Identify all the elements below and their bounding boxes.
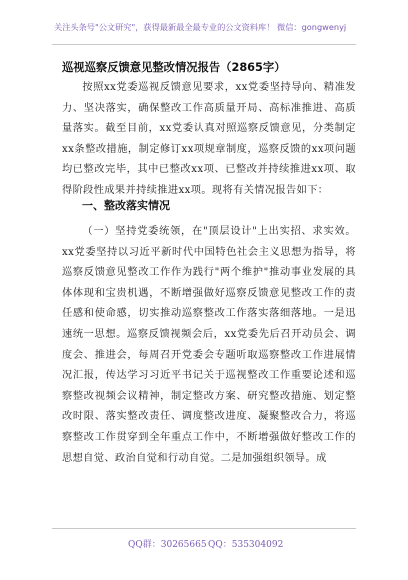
header-promo-note: 关注头条号"公文研究"，获得最新最全最专业的公文资料库！ 微信：gongwenyj bbox=[54, 22, 347, 32]
section-heading-1: 一、整改落实情况 bbox=[82, 199, 170, 212]
page-header bbox=[52, 4, 356, 45]
footer-qq-group: QQ群：30265665 bbox=[128, 540, 207, 550]
page-footer bbox=[52, 528, 356, 529]
document-title: 巡视巡察反馈意见整改情况报告（2865字） bbox=[62, 61, 286, 74]
section-1-paragraph: （一）坚持党委统领，在"顶层设计"上出实招、求实效。xx党委坚持以习近平新时代中国特色社会主义思想为指导，将巡察反馈意见整改工作作为践行"两个维护"推动事业发展的具体体现和宝贵机遇，不断增强做好巡察反馈意见整改工作的责任感和使命感，切实推动巡察整改工作落实落细落地。一是迅速统一思想。巡察反馈视频会后，xx党委先后召开动员会、调度会、推进会，每周召开党委会专题听取巡察整改工作进展情况汇报，传达学习习近平书记关于巡视整改工作重要论述和巡察整改视频会议精神，制定整改方案、研究整改措施、划定整改时限、落实整改责任、调度整改进度、凝聚整改合力，将巡察整改工作贯穿到全年重点工作中，不断增强做好整改工作的思想自觉、政治自觉和行动自觉。二是加强组织领导。成 bbox=[62, 226, 356, 464]
footer-qq-contact: QQ：535304092 bbox=[208, 540, 284, 550]
intro-paragraph: 按照xx党委巡视反馈意见要求，xx党委坚持导向、精准发力、坚决落实，确保整改工作高质量开局、高标准推进、高质量落实。截至目前，xx党委认真对照巡察反馈意见，分类制定xx条整改措施，制定修订xx项规章制度，巡察反馈的xx项问题均已整改完毕，其中已整改xx项、已整改并持续推进xx项、取得阶段性成果并持续推进xx项。现将有关情况报告如下： bbox=[62, 82, 356, 196]
